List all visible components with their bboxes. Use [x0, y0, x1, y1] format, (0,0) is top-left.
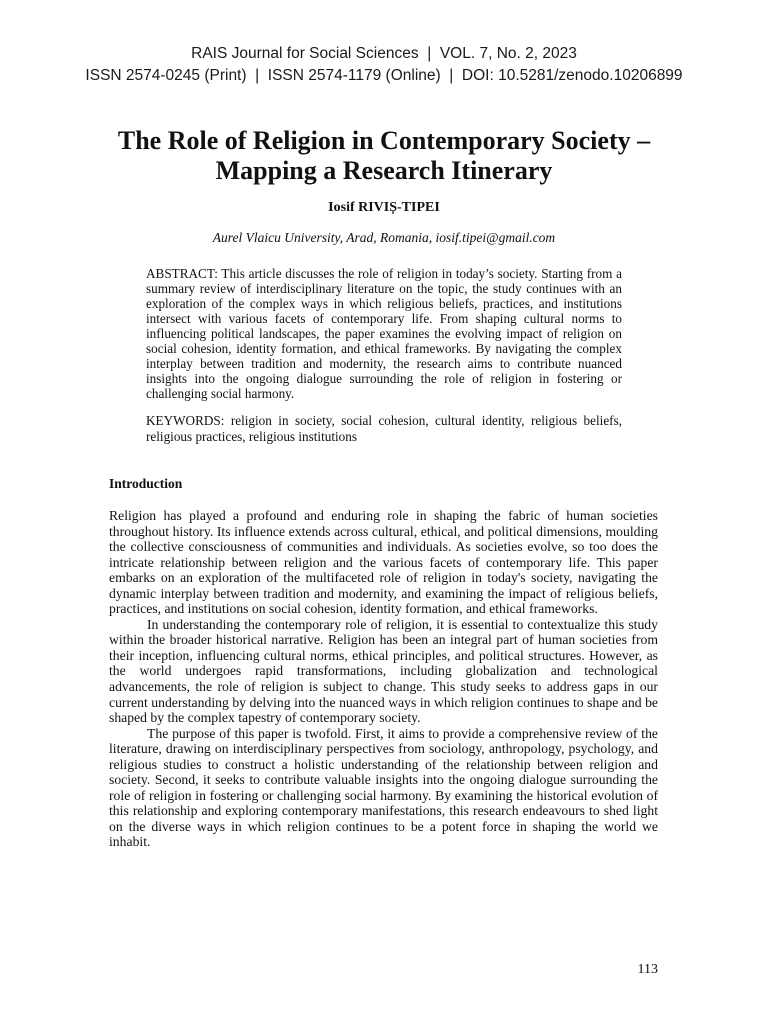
article-title-line1: The Role of Religion in Contemporary Society –: [117, 126, 651, 155]
paragraph: The purpose of this paper is twofold. First, it aims to provide a comprehensive review of the literature, drawing on interdisciplinary perspectives from sociology, anthropology, psychology, and religious studies to construct a holistic understanding of the relationship between religion and society. Second, it seeks to contribute valuable insights into the ongoing dialogue surrounding the role of religion in fostering or challenging social harmony. By examining the historical evolution of this relationship and exploring contemporary manifestations, this research endeavours to shed light on the diverse ways in which religion continues to be a potent force in shaping the world we inhabit.: [109, 725, 658, 850]
paragraph: Religion has played a profound and enduring role in shaping the fabric of human societies throughout history. Its influence extends across cultural, ethical, and political dimensions, moulding the collective consciousness of communities and individuals. As societies evolve, so too does the intricate relationship between religion and the various facets of contemporary life. This paper embarks on an exploration of the multifaceted role of religion in today's society, navigating the dynamic interplay between tradition and modernity, and examining the impact of religious beliefs, practices, and institutions on social cohesion, identity formation, and ethical frameworks.: [109, 508, 658, 617]
journal-header-line2: ISSN 2574-0245 (Print) | ISSN 2574-1179 (Online) | DOI: 10.5281/zenodo.10206899: [85, 67, 683, 84]
introduction-body: [109, 508, 658, 850]
author-affiliation: Aurel Vlaicu University, Arad, Romania, iosif.tipei@gmail.com: [212, 230, 556, 245]
page-number: 113: [637, 962, 658, 977]
article-title-line2: Mapping a Research Itinerary: [215, 156, 553, 185]
paragraph: In understanding the contemporary role of religion, it is essential to contextualize this study within the broader historical narrative. Religion has been an integral part of human societies from their inception, influencing cultural norms, ethical principles, and political structures. However, as the world undergoes rapid transformations, including globalization and technological advancements, the role of religion is subject to change. This study seeks to address gaps in our current understanding by delving into the nuanced ways in which religion continues to shape and be shaped by the complex tapestry of contemporary society.: [109, 616, 658, 726]
section-heading-introduction: Introduction: [109, 476, 183, 491]
journal-header-line1: RAIS Journal for Social Sciences | VOL. 7, No. 2, 2023: [191, 45, 577, 62]
keywords: KEYWORDS: religion in society, social cohesion, cultural identity, religious beliefs, religious practices, religious institutions: [146, 413, 622, 444]
journal-header: [0, 43, 768, 87]
article-title: [60, 126, 708, 186]
abstract: ABSTRACT: This article discusses the role of religion in today’s society. Starting from a summary review of interdisciplinary literature on the topic, the study continues with an exploration of the complex ways in which religious beliefs, practices, and institutions intersect with various facets of contemporary life. From shaping cultural norms to influencing political landscapes, the paper examines the evolving impact of religion on social cohesion, identity formation, and ethical frameworks. By navigating the complex interplay between tradition and modernity, the research aims to contribute nuanced insights into the ongoing dialogue surrounding the role of religion in fostering or challenging social harmony.: [146, 266, 622, 401]
author-name: Iosif RIVIȘ-TIPEI: [328, 200, 440, 215]
